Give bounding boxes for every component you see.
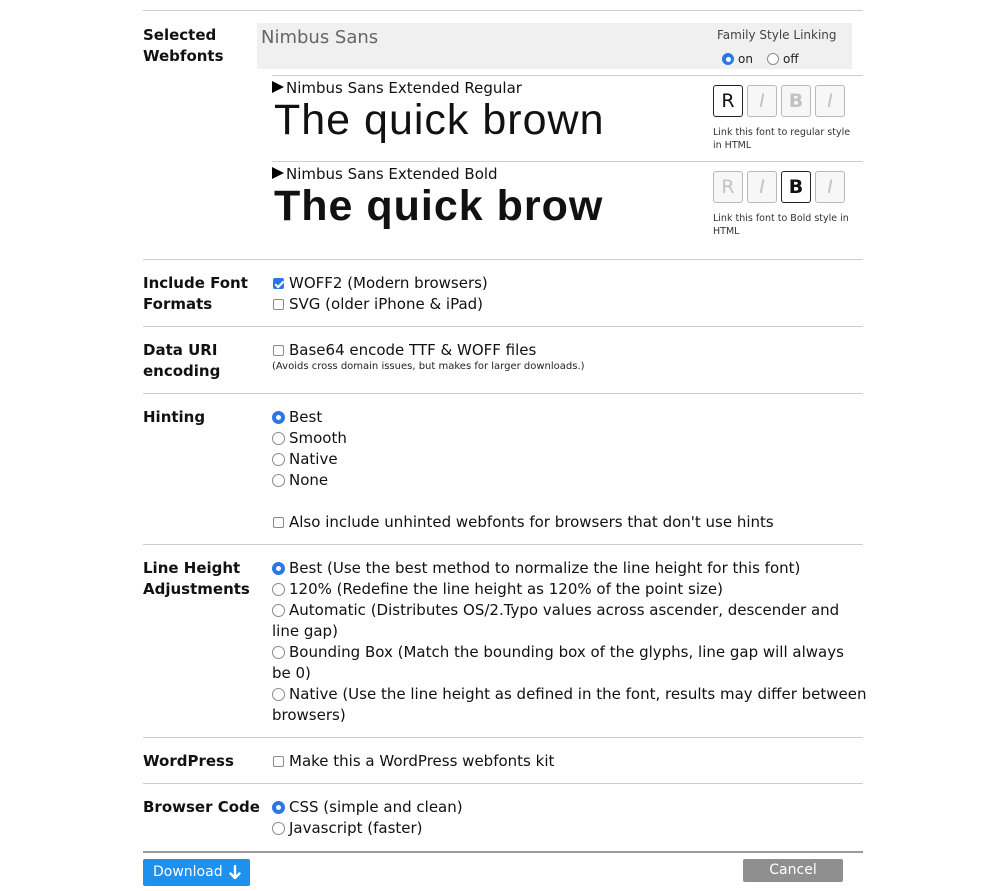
section-divider <box>143 544 863 545</box>
font-sample-text: The quick brow <box>274 182 604 230</box>
radio-selected-icon[interactable] <box>272 562 285 575</box>
line-height-section <box>143 544 867 737</box>
font-family-name: Nimbus Sans <box>261 27 379 48</box>
radio-unselected-icon[interactable] <box>272 688 285 701</box>
line-height-label: Line Height Adjustments <box>143 559 250 598</box>
style-linking-off-label: off <box>783 52 799 66</box>
woff2-checkbox[interactable] <box>272 273 488 294</box>
line-height-automatic-radio[interactable] <box>272 600 867 642</box>
browser-code-option-label: CSS (simple and clean) <box>289 798 463 816</box>
regular-style-button[interactable]: R <box>713 85 743 117</box>
hinting-best-radio[interactable] <box>272 407 322 428</box>
section-divider <box>143 259 863 260</box>
radio-unselected-icon[interactable] <box>272 822 285 835</box>
data-uri-label: Data URI encoding <box>143 341 221 380</box>
section-divider <box>143 326 863 327</box>
style-linking-on-radio[interactable] <box>722 52 753 66</box>
radio-unselected-icon[interactable] <box>272 474 285 487</box>
data-uri-section <box>143 326 863 393</box>
radio-unselected-icon[interactable] <box>272 432 285 445</box>
font-formats-section <box>143 259 863 326</box>
font-face-name: Nimbus Sans Extended Bold <box>286 165 498 183</box>
hinting-option-label: Best <box>289 408 323 426</box>
radio-selected-icon[interactable] <box>722 53 734 65</box>
font-formats-label: Include Font Formats <box>143 274 248 313</box>
cancel-button[interactable]: Cancel <box>743 859 843 882</box>
hinting-smooth-radio[interactable] <box>272 428 347 449</box>
font-sample-text: The quick brown <box>274 96 605 144</box>
style-link-note: Link this font to Bold style in HTML <box>713 213 849 237</box>
checkbox-unchecked-icon[interactable] <box>273 517 284 528</box>
radio-unselected-icon[interactable] <box>272 453 285 466</box>
hinting-none-radio[interactable] <box>272 470 328 491</box>
footer-divider <box>143 851 863 853</box>
woff2-label: WOFF2 (Modern browsers) <box>289 274 488 292</box>
face-divider <box>272 161 863 162</box>
line-height-120-radio[interactable] <box>272 579 723 600</box>
hinting-native-radio[interactable] <box>272 449 338 470</box>
font-family-header <box>257 23 852 69</box>
line-height-option-label: Native (Use the line height as defined in the font, results may differ between browsers) <box>272 685 867 724</box>
bold-italic-style-button[interactable]: I <box>815 85 845 117</box>
family-style-linking-title: Family Style Linking <box>717 28 837 42</box>
style-linking-on-label: on <box>738 52 753 66</box>
checkbox-unchecked-icon[interactable] <box>273 345 284 356</box>
line-height-option-label: Bounding Box (Match the bounding box of the glyphs, line gap will always be 0) <box>272 643 844 682</box>
wordpress-option-label: Make this a WordPress webfonts kit <box>289 752 555 770</box>
checkbox-checked-icon[interactable] <box>273 278 284 289</box>
radio-unselected-icon[interactable] <box>272 604 285 617</box>
font-face-name: Nimbus Sans Extended Regular <box>286 79 522 97</box>
svg-checkbox[interactable] <box>272 294 483 315</box>
hinting-option-label: None <box>289 471 329 489</box>
unhinted-checkbox[interactable] <box>272 512 774 533</box>
browser-code-section <box>143 783 863 851</box>
browser-code-js-radio[interactable] <box>272 818 423 839</box>
data-uri-note: (Avoids cross domain issues, but makes for larger downloads.) <box>272 361 585 372</box>
line-height-option-label: Automatic (Distributes OS/2.Typo values across ascender, descender and line gap) <box>272 601 840 640</box>
style-linking-off-radio[interactable] <box>767 52 799 66</box>
font-face-bold <box>272 164 863 244</box>
line-height-option-label: Best (Use the best method to normalize the line height for this font) <box>289 559 801 577</box>
download-button-label: Download <box>153 864 223 880</box>
wordpress-label: WordPress <box>143 752 234 770</box>
top-divider <box>143 10 863 11</box>
checkbox-unchecked-icon[interactable] <box>273 756 284 767</box>
radio-unselected-icon[interactable] <box>767 53 779 65</box>
bold-style-button[interactable]: B <box>781 171 811 203</box>
line-height-bounding-box-radio[interactable] <box>272 642 867 684</box>
font-face-regular <box>272 78 863 158</box>
base64-checkbox[interactable] <box>272 340 536 361</box>
style-link-note: Link this font to regular style in HTML <box>713 127 851 151</box>
radio-selected-icon[interactable] <box>272 411 285 424</box>
svg-label: SVG (older iPhone & iPad) <box>289 295 484 313</box>
radio-selected-icon[interactable] <box>272 801 285 814</box>
line-height-option-label: 120% (Redefine the line height as 120% of the point size) <box>289 580 723 598</box>
line-height-native-radio[interactable] <box>272 684 867 726</box>
hinting-option-label: Smooth <box>289 429 347 447</box>
checkbox-unchecked-icon[interactable] <box>273 299 284 310</box>
radio-unselected-icon[interactable] <box>272 646 285 659</box>
unhinted-label: Also include unhinted webfonts for browsers that don't use hints <box>289 513 774 531</box>
italic-style-button[interactable]: I <box>747 171 777 203</box>
hinting-option-label: Native <box>289 450 338 468</box>
section-divider <box>143 393 863 394</box>
browser-code-css-radio[interactable] <box>272 797 463 818</box>
radio-unselected-icon[interactable] <box>272 583 285 596</box>
download-button[interactable] <box>143 859 250 886</box>
wordpress-checkbox[interactable] <box>272 751 554 772</box>
line-height-best-radio[interactable] <box>272 558 800 579</box>
hinting-label: Hinting <box>143 408 206 426</box>
browser-code-option-label: Javascript (faster) <box>289 819 423 837</box>
face-divider <box>272 75 863 76</box>
hinting-section <box>143 393 863 544</box>
base64-label: Base64 encode TTF & WOFF files <box>289 341 537 359</box>
selected-webfonts-label: Selected Webfonts <box>143 26 224 65</box>
download-arrow-icon <box>229 865 241 880</box>
style-link-buttons <box>713 85 849 117</box>
italic-style-button[interactable]: I <box>747 85 777 117</box>
style-link-buttons <box>713 171 849 203</box>
bold-italic-style-button[interactable]: I <box>815 171 845 203</box>
browser-code-label: Browser Code <box>143 798 260 816</box>
bold-style-button[interactable]: B <box>781 85 811 117</box>
section-divider <box>143 737 863 738</box>
section-divider <box>143 783 863 784</box>
regular-style-button[interactable]: R <box>713 171 743 203</box>
wordpress-section <box>143 737 863 783</box>
